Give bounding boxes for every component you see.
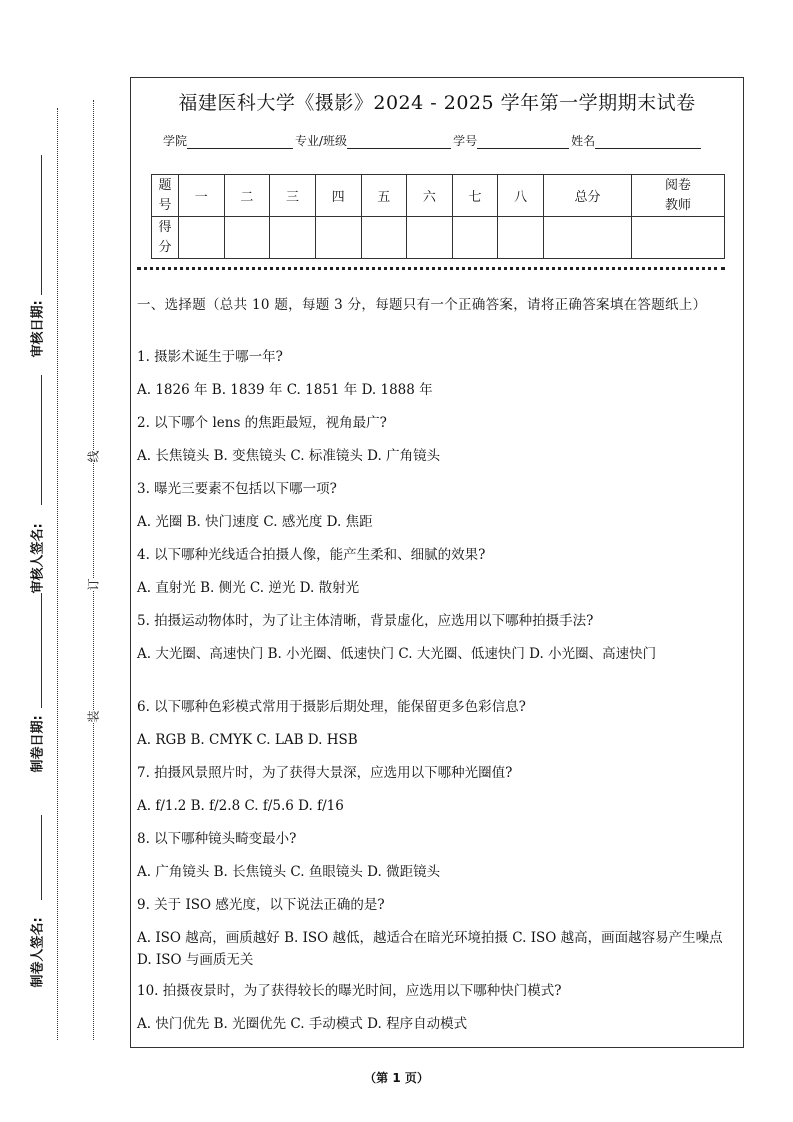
page-number: （第 1 页）	[364, 1071, 429, 1085]
col-grader: 阅卷教师	[632, 175, 725, 217]
maker-sign-label: 制卷人签名:	[30, 917, 46, 988]
question-10: 10. 拍摄夜景时，为了获得较长的曝光时间，应选用以下哪种快门模式?	[137, 983, 562, 999]
maker-date-label: 制卷日期:	[30, 715, 46, 773]
question-number-header: 题号	[152, 175, 179, 217]
col-1: 一	[179, 175, 225, 217]
col-total: 总分	[544, 175, 632, 217]
question-7: 7. 拍摄风景照片时，为了获得大景深，应选用以下哪种光圈值?	[137, 765, 513, 781]
college-field[interactable]	[187, 136, 293, 149]
binding-margin	[0, 0, 128, 1122]
mount-char: 装	[86, 710, 101, 723]
section-heading: 一、选择题（总共 10 题，每题 3 分，每题只有一个正确答案，请将正确答案填在答题纸上）	[137, 297, 707, 313]
options-2: A. 长焦镜头 B. 变焦镜头 C. 标准镜头 D. 广角镜头	[137, 448, 441, 464]
col-2: 二	[224, 175, 270, 217]
score-cell[interactable]	[224, 217, 270, 259]
col-5: 五	[361, 175, 407, 217]
college-label: 学院	[163, 134, 188, 148]
col-4: 四	[315, 175, 361, 217]
options-4: A. 直射光 B. 侧光 C. 逆光 D. 散射光	[137, 580, 360, 596]
name-field[interactable]	[595, 136, 701, 149]
dotted-separator	[137, 267, 725, 270]
options-1: A. 1826 年 B. 1839 年 C. 1851 年 D. 1888 年	[137, 382, 433, 398]
question-1: 1. 摄影术诞生于哪一年?	[137, 349, 283, 365]
name-label: 姓名	[571, 134, 596, 148]
question-6: 6. 以下哪种色彩模式常用于摄影后期处理，能保留更多色彩信息?	[137, 699, 526, 715]
col-7: 七	[452, 175, 498, 217]
score-cell[interactable]	[452, 217, 498, 259]
score-table-score-row	[152, 217, 725, 259]
question-3: 3. 曝光三要素不包括以下哪一项?	[137, 481, 337, 497]
major-class-label: 专业/班级	[295, 134, 348, 148]
col-6: 六	[407, 175, 453, 217]
line-char: 线	[86, 450, 101, 463]
options-8: A. 广角镜头 B. 长焦镜头 C. 鱼眼镜头 D. 微距镜头	[137, 864, 441, 880]
col-3: 三	[270, 175, 316, 217]
reviewer-sign-line	[41, 375, 42, 505]
maker-sign-line	[41, 815, 42, 900]
outer-dotted-line	[57, 108, 58, 1040]
options-3: A. 光圈 B. 快门速度 C. 感光度 D. 焦距	[137, 514, 373, 530]
exam-title: 福建医科大学《摄影》2024 - 2025 学年第一学期期末试卷	[178, 92, 696, 114]
major-class-field[interactable]	[347, 136, 451, 149]
bind-char: 订	[86, 578, 101, 591]
exam-frame	[130, 77, 744, 1048]
score-table	[151, 174, 725, 259]
maker-date-line	[41, 593, 42, 708]
student-info-row	[163, 132, 703, 149]
reviewer-sign-label: 审核人签名:	[30, 523, 46, 594]
score-cell[interactable]	[361, 217, 407, 259]
question-8: 8. 以下哪种镜头畸变最小?	[137, 831, 297, 847]
score-cell[interactable]	[498, 217, 544, 259]
student-id-field[interactable]	[477, 136, 569, 149]
score-cell[interactable]	[179, 217, 225, 259]
score-cell[interactable]	[544, 217, 632, 259]
reviewer-date-label: 审核日期:	[30, 300, 46, 358]
question-2: 2. 以下哪个 lens 的焦距最短，视角最广?	[137, 415, 387, 431]
options-7: A. f/1.2 B. f/2.8 C. f/5.6 D. f/16	[137, 798, 344, 814]
question-4: 4. 以下哪种光线适合拍摄人像，能产生柔和、细腻的效果?	[137, 547, 486, 563]
question-9: 9. 关于 ISO 感光度，以下说法正确的是?	[137, 897, 385, 913]
options-9: A. ISO 越高，画质越好 B. ISO 越低，越适合在暗光环境拍摄 C. ISO 越高，画面越容易产生噪点 D. ISO 与画质无关	[137, 930, 723, 968]
score-cell[interactable]	[315, 217, 361, 259]
col-8: 八	[498, 175, 544, 217]
inner-dotted-line	[93, 100, 94, 1040]
reviewer-date-line	[41, 155, 42, 295]
student-id-label: 学号	[453, 134, 478, 148]
score-cell[interactable]	[632, 217, 725, 259]
score-header: 得分	[152, 217, 179, 259]
score-table-header-row	[152, 175, 725, 217]
score-cell[interactable]	[270, 217, 316, 259]
options-5: A. 大光圈、高速快门 B. 小光圈、低速快门 C. 大光圈、低速快门 D. 小光圈、高速快门	[137, 646, 657, 662]
options-10: A. 快门优先 B. 光圈优先 C. 手动模式 D. 程序自动模式	[137, 1016, 468, 1032]
question-5: 5. 拍摄运动物体时，为了让主体清晰，背景虚化，应选用以下哪种拍摄手法?	[137, 613, 594, 629]
score-cell[interactable]	[407, 217, 453, 259]
options-6: A. RGB B. CMYK C. LAB D. HSB	[137, 732, 358, 748]
